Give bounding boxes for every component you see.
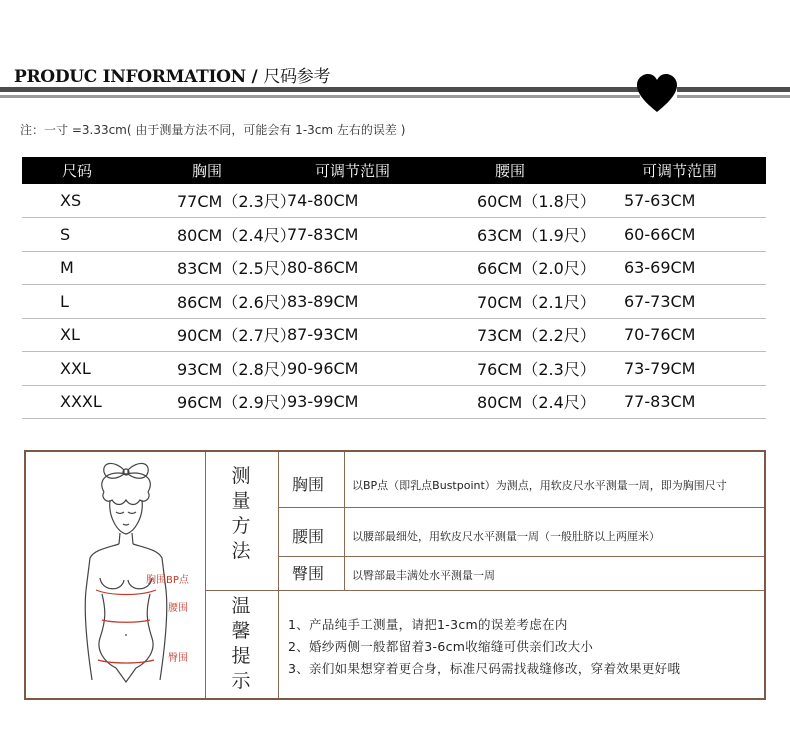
table-cell: XS bbox=[22, 184, 122, 218]
method-label-bust: 胸围 bbox=[292, 475, 325, 494]
table-row bbox=[22, 184, 766, 218]
table-row bbox=[22, 218, 766, 252]
method-desc-bust: 以BP点（即乳点Bustpoint）为测点，用软皮尺水平测量一周，即为胸围尺寸 bbox=[352, 479, 727, 492]
method-title-char: 法 bbox=[231, 540, 251, 562]
tip-item: 3、亲们如果想穿着更合身，标准尺码需找裁缝修改，穿着效果更好哦 bbox=[288, 661, 681, 676]
divider bbox=[344, 452, 345, 590]
table-cell: 80-86CM bbox=[267, 251, 417, 285]
header-bust-range: 可调节范围 bbox=[267, 157, 417, 184]
table-cell: M bbox=[22, 251, 122, 285]
tip-item: 1、产品纯手工测量，请把1-3cm的误差考虑在内 bbox=[288, 617, 568, 632]
table-row bbox=[22, 318, 766, 352]
table-cell: 87-93CM bbox=[267, 318, 417, 352]
table-cell: 86CM（2.6尺） bbox=[122, 285, 267, 319]
method-title bbox=[226, 464, 256, 564]
method-label-waist: 腰围 bbox=[292, 527, 325, 546]
table-cell: XXXL bbox=[22, 385, 122, 419]
table-cell: 80CM（2.4尺） bbox=[122, 218, 267, 252]
header-size: 尺码 bbox=[22, 157, 122, 184]
header-rule-thin-right bbox=[677, 95, 790, 98]
table-cell: 93-99CM bbox=[267, 385, 417, 419]
table-cell: 77-83CM bbox=[267, 218, 417, 252]
method-desc-hip: 以臀部最丰满处水平测量一周 bbox=[352, 569, 495, 582]
table-row bbox=[22, 285, 766, 319]
hip-label: 臀围 bbox=[168, 653, 188, 664]
table-row bbox=[22, 385, 766, 419]
waist-label: 腰围 bbox=[168, 603, 188, 614]
header-rule-thick-right bbox=[677, 87, 790, 92]
table-cell: 60CM（1.8尺） bbox=[417, 184, 582, 218]
table-cell: 83-89CM bbox=[267, 285, 417, 319]
section-title-en: PRODUC INFORMATION / bbox=[14, 67, 258, 87]
table-cell: 63CM（1.9尺） bbox=[417, 218, 582, 252]
method-title-char: 测 bbox=[231, 465, 251, 487]
table-cell: 76CM（2.3尺） bbox=[417, 352, 582, 386]
table-cell: 83CM（2.5尺） bbox=[122, 251, 267, 285]
table-cell: 60-66CM bbox=[582, 218, 766, 252]
table-row bbox=[22, 352, 766, 386]
method-desc-waist: 以腰部最细处，用软皮尺水平测量一周（一般肚脐以上两厘米） bbox=[352, 530, 660, 543]
tips-title-char: 提 bbox=[231, 645, 251, 667]
header-waist: 腰围 bbox=[417, 157, 582, 184]
divider bbox=[278, 452, 279, 698]
table-cell: S bbox=[22, 218, 122, 252]
table-cell: 90-96CM bbox=[267, 352, 417, 386]
header-bust: 胸围 bbox=[122, 157, 267, 184]
bust-point-label: 胸围BP点 bbox=[146, 575, 189, 586]
measurement-guide bbox=[24, 450, 766, 700]
method-label-hip: 臀围 bbox=[292, 564, 325, 583]
table-cell: 93CM（2.8尺） bbox=[122, 352, 267, 386]
tip-item: 2、婚纱两侧一般都留着3-6cm收缩缝可供亲们改大小 bbox=[288, 639, 594, 654]
divider bbox=[205, 590, 764, 591]
table-cell: XL bbox=[22, 318, 122, 352]
header-waist-range: 可调节范围 bbox=[582, 157, 766, 184]
tips-title bbox=[226, 594, 256, 694]
header-rule-thick-left bbox=[0, 87, 640, 92]
table-cell: 77CM（2.3尺） bbox=[122, 184, 267, 218]
table-cell: 90CM（2.7尺） bbox=[122, 318, 267, 352]
table-cell: 80CM（2.4尺） bbox=[417, 385, 582, 419]
table-cell: 57-63CM bbox=[582, 184, 766, 218]
tips-title-char: 温 bbox=[231, 595, 251, 617]
section-title bbox=[14, 62, 330, 87]
table-cell: 77-83CM bbox=[582, 385, 766, 419]
method-title-char: 方 bbox=[231, 515, 251, 537]
table-cell: XXL bbox=[22, 352, 122, 386]
size-chart-table bbox=[22, 157, 766, 419]
table-cell: 96CM（2.9尺） bbox=[122, 385, 267, 419]
divider bbox=[278, 556, 764, 557]
body-figure-illustration bbox=[56, 460, 216, 692]
tips-title-char: 示 bbox=[231, 670, 251, 692]
table-row bbox=[22, 251, 766, 285]
heart-icon bbox=[636, 74, 678, 114]
tips-title-char: 馨 bbox=[231, 620, 251, 642]
table-cell: 73CM（2.2尺） bbox=[417, 318, 582, 352]
table-cell: L bbox=[22, 285, 122, 319]
header-rule-thin-left bbox=[0, 95, 640, 98]
table-cell: 73-79CM bbox=[582, 352, 766, 386]
table-cell: 70CM（2.1尺） bbox=[417, 285, 582, 319]
table-cell: 66CM（2.0尺） bbox=[417, 251, 582, 285]
table-cell: 70-76CM bbox=[582, 318, 766, 352]
divider bbox=[278, 507, 764, 508]
method-title-char: 量 bbox=[231, 490, 251, 512]
table-cell: 74-80CM bbox=[267, 184, 417, 218]
table-header-row bbox=[22, 157, 766, 184]
table-cell: 63-69CM bbox=[582, 251, 766, 285]
table-cell: 67-73CM bbox=[582, 285, 766, 319]
section-title-cn: 尺码参考 bbox=[263, 67, 331, 87]
unit-note: 注：一寸 =3.33cm( 由于测量方法不同，可能会有 1-3cm 左右的误差 ) bbox=[20, 123, 406, 137]
